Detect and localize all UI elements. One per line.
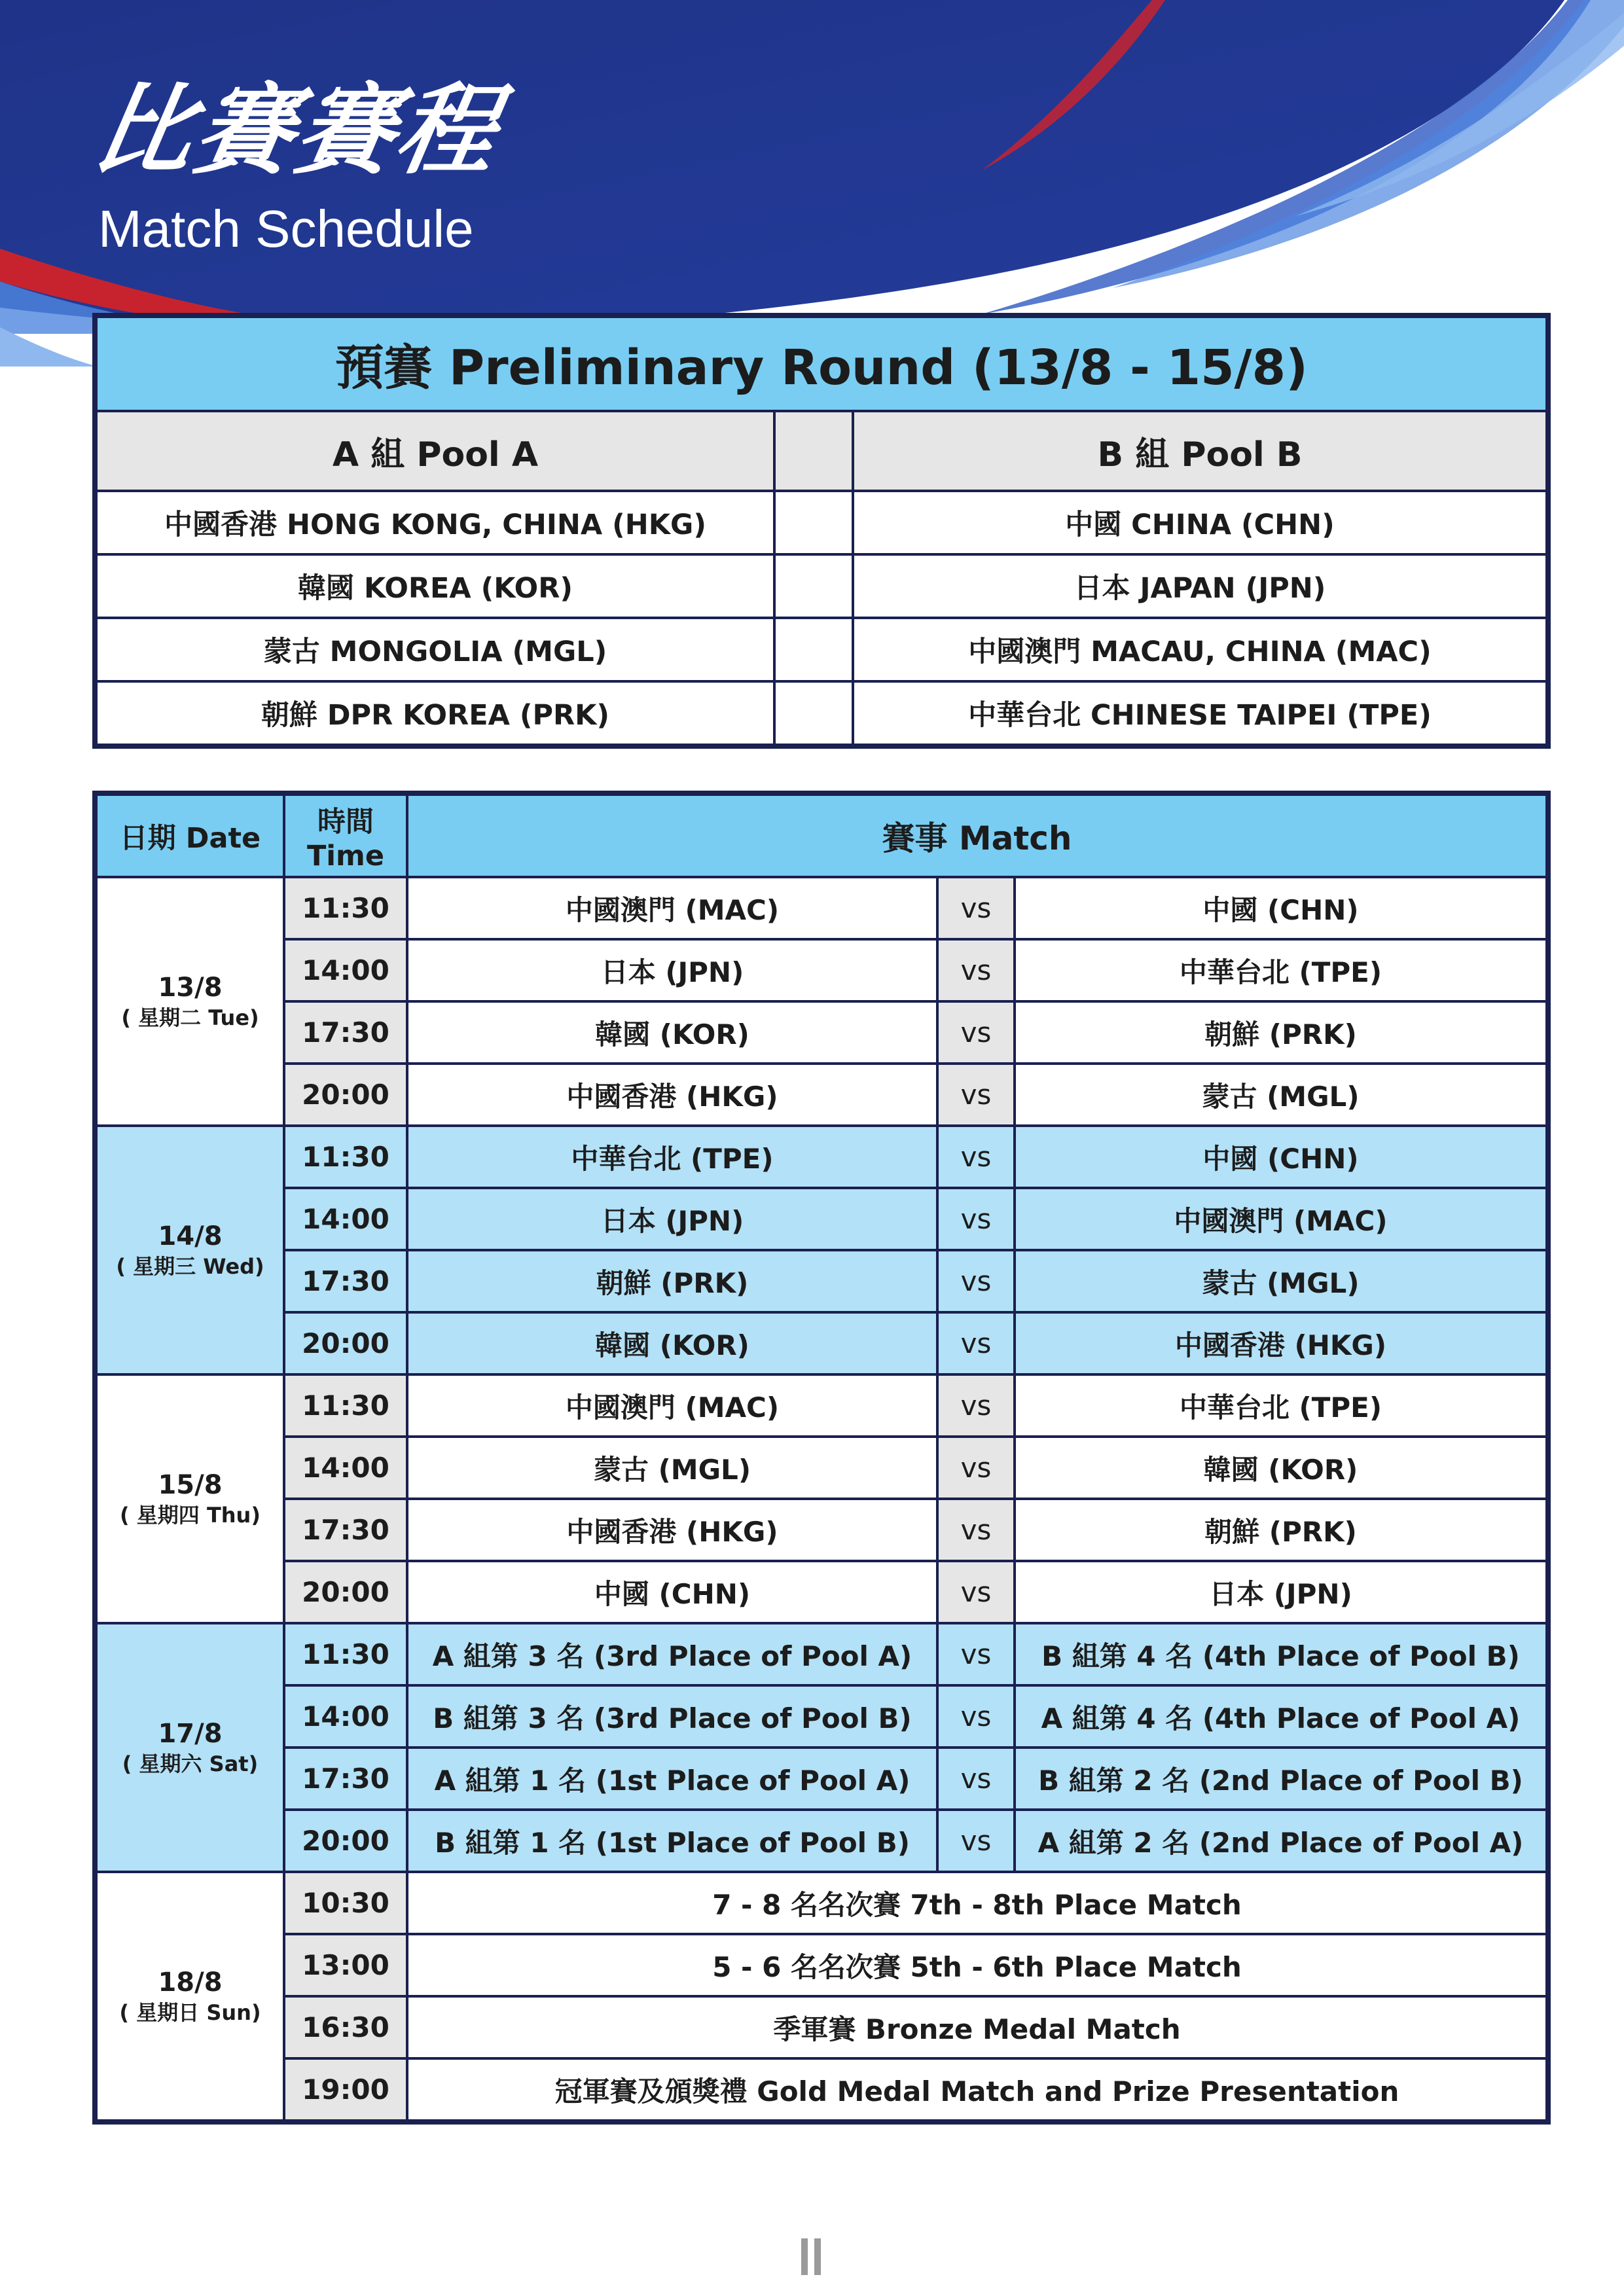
pool-divider	[774, 554, 853, 618]
pool-a-team: 蒙古 MONGOLIA (MGL)	[96, 618, 774, 681]
match-row	[96, 939, 1547, 1001]
pool-divider	[774, 681, 853, 745]
home-team-cell: 日本 (JPN)	[407, 1188, 937, 1250]
match-row	[96, 1499, 1547, 1561]
time-cell: 20:00	[284, 1312, 407, 1374]
vs-cell: vs	[937, 1374, 1015, 1437]
away-team-cell: A 組第 4 名 (4th Place of Pool A)	[1015, 1685, 1547, 1748]
away-team-cell: 中國 (CHN)	[1015, 877, 1547, 939]
vs-cell: vs	[937, 877, 1015, 939]
vs-cell: vs	[937, 1810, 1015, 1872]
date-label: 15/8	[158, 1470, 223, 1501]
home-team-cell: B 組第 3 名 (3rd Place of Pool B)	[407, 1685, 937, 1748]
time-cell: 13:00	[284, 1934, 407, 1996]
home-team-cell: 中國澳門 (MAC)	[407, 1374, 937, 1437]
page-title-english: Match Schedule	[98, 200, 474, 258]
date-label: 13/8	[158, 973, 223, 1003]
pool-a-team: 中國香港 HONG KONG, CHINA (HKG)	[96, 491, 774, 554]
vs-cell: vs	[937, 1623, 1015, 1685]
pool-b-team: 中國 CHINA (CHN)	[853, 491, 1547, 554]
home-team-cell: 韓國 (KOR)	[407, 1001, 937, 1064]
time-cell: 11:30	[284, 1126, 407, 1188]
time-cell: 20:00	[284, 1810, 407, 1872]
away-team-cell: 蒙古 (MGL)	[1015, 1250, 1547, 1312]
match-row	[96, 2058, 1547, 2121]
vs-cell: vs	[937, 1561, 1015, 1623]
match-row	[96, 1064, 1547, 1126]
date-label: 14/8	[158, 1221, 223, 1252]
match-row	[96, 1001, 1547, 1064]
vs-cell: vs	[937, 1001, 1015, 1064]
vs-cell: vs	[937, 1499, 1015, 1561]
time-column-header	[284, 795, 407, 877]
home-team-cell: 韓國 (KOR)	[407, 1312, 937, 1374]
match-row	[96, 1996, 1547, 2058]
home-team-cell: 中國香港 (HKG)	[407, 1064, 937, 1126]
vs-cell: vs	[937, 1064, 1015, 1126]
home-team-cell: A 組第 1 名 (1st Place of Pool A)	[407, 1748, 937, 1810]
time-cell: 14:00	[284, 1437, 407, 1499]
away-team-cell: 中華台北 (TPE)	[1015, 939, 1547, 1001]
vs-cell: vs	[937, 1685, 1015, 1748]
pool-divider	[774, 618, 853, 681]
home-team-cell: 日本 (JPN)	[407, 939, 937, 1001]
home-team-cell: 中華台北 (TPE)	[407, 1126, 937, 1188]
time-cell: 11:30	[284, 1374, 407, 1437]
weekday-label: ( 星期二 Tue)	[121, 1005, 259, 1031]
date-column-header: 日期 Date	[96, 795, 284, 877]
time-cell: 20:00	[284, 1561, 407, 1623]
time-cell: 17:30	[284, 1001, 407, 1064]
vs-cell: vs	[937, 1748, 1015, 1810]
time-cell: 14:00	[284, 1685, 407, 1748]
date-cell	[96, 1374, 284, 1623]
event-cell: 季軍賽 Bronze Medal Match	[407, 1996, 1547, 2058]
date-cell	[96, 1623, 284, 1872]
away-team-cell: 中華台北 (TPE)	[1015, 1374, 1547, 1437]
pool-divider	[774, 411, 853, 491]
match-row	[96, 1810, 1547, 1872]
match-row	[96, 1126, 1547, 1188]
away-team-cell: 中國香港 (HKG)	[1015, 1312, 1547, 1374]
date-cell	[96, 1126, 284, 1374]
vs-cell: vs	[937, 1250, 1015, 1312]
match-row	[96, 1934, 1547, 1996]
weekday-label: ( 星期四 Thu)	[120, 1503, 261, 1528]
time-cell: 17:30	[284, 1250, 407, 1312]
home-team-cell: 中國香港 (HKG)	[407, 1499, 937, 1561]
away-team-cell: 中國 (CHN)	[1015, 1126, 1547, 1188]
time-cell: 19:00	[284, 2058, 407, 2121]
match-schedule-table	[95, 793, 1548, 2122]
match-row	[96, 1623, 1547, 1685]
home-team-cell: B 組第 1 名 (1st Place of Pool B)	[407, 1810, 937, 1872]
event-cell: 7 - 8 名名次賽 7th - 8th Place Match	[407, 1872, 1547, 1934]
date-cell	[96, 877, 284, 1126]
vs-cell: vs	[937, 1312, 1015, 1374]
match-row	[96, 1437, 1547, 1499]
page-title-chinese: 比賽賽程	[84, 74, 509, 188]
pool-divider	[774, 491, 853, 554]
match-row	[96, 1561, 1547, 1623]
schedule-body	[96, 877, 1547, 2121]
match-row	[96, 877, 1547, 939]
match-row	[96, 1685, 1547, 1748]
pool-a-header: A 組 Pool A	[96, 411, 774, 491]
date-cell	[96, 1872, 284, 2121]
match-row	[96, 1374, 1547, 1437]
match-row	[96, 1188, 1547, 1250]
pool-a-team: 韓國 KOREA (KOR)	[96, 554, 774, 618]
pool-b-team: 日本 JAPAN (JPN)	[853, 554, 1547, 618]
weekday-label: ( 星期三 Wed)	[116, 1254, 264, 1280]
away-team-cell: 朝鮮 (PRK)	[1015, 1001, 1547, 1064]
away-team-cell: 朝鮮 (PRK)	[1015, 1499, 1547, 1561]
away-team-cell: 日本 (JPN)	[1015, 1561, 1547, 1623]
home-team-cell: 朝鮮 (PRK)	[407, 1250, 937, 1312]
page-marker-icon	[799, 2238, 825, 2275]
away-team-cell: 蒙古 (MGL)	[1015, 1064, 1547, 1126]
match-row	[96, 1250, 1547, 1312]
vs-cell: vs	[937, 1126, 1015, 1188]
date-label: 18/8	[158, 1967, 223, 1998]
match-row	[96, 1748, 1547, 1810]
time-cell: 20:00	[284, 1064, 407, 1126]
pool-b-team: 中華台北 CHINESE TAIPEI (TPE)	[853, 681, 1547, 745]
away-team-cell: A 組第 2 名 (2nd Place of Pool A)	[1015, 1810, 1547, 1872]
pool-a-team: 朝鮮 DPR KOREA (PRK)	[96, 681, 774, 745]
preliminary-round-table	[95, 315, 1548, 746]
time-cell: 11:30	[284, 877, 407, 939]
vs-cell: vs	[937, 1188, 1015, 1250]
weekday-label: ( 星期六 Sat)	[122, 1751, 259, 1777]
time-cell: 10:30	[284, 1872, 407, 1934]
time-cell: 14:00	[284, 1188, 407, 1250]
date-label: 17/8	[158, 1719, 223, 1749]
weekday-label: ( 星期日 Sun)	[119, 2000, 261, 2026]
time-cell: 17:30	[284, 1499, 407, 1561]
time-cell: 11:30	[284, 1623, 407, 1685]
away-team-cell: B 組第 2 名 (2nd Place of Pool B)	[1015, 1748, 1547, 1810]
away-team-cell: B 組第 4 名 (4th Place of Pool B)	[1015, 1623, 1547, 1685]
away-team-cell: 韓國 (KOR)	[1015, 1437, 1547, 1499]
home-team-cell: A 組第 3 名 (3rd Place of Pool A)	[407, 1623, 937, 1685]
match-row	[96, 1872, 1547, 1934]
time-cell: 14:00	[284, 939, 407, 1001]
match-column-header: 賽事 Match	[407, 795, 1547, 877]
vs-cell: vs	[937, 1437, 1015, 1499]
pool-b-header: B 組 Pool B	[853, 411, 1547, 491]
preliminary-round-title: 預賽 Preliminary Round (13/8 - 15/8)	[96, 317, 1547, 411]
home-team-cell: 中國澳門 (MAC)	[407, 877, 937, 939]
event-cell: 5 - 6 名名次賽 5th - 6th Place Match	[407, 1934, 1547, 1996]
time-header-en: Time	[306, 839, 385, 872]
home-team-cell: 中國 (CHN)	[407, 1561, 937, 1623]
pool-b-team: 中國澳門 MACAU, CHINA (MAC)	[853, 618, 1547, 681]
match-row	[96, 1312, 1547, 1374]
home-team-cell: 蒙古 (MGL)	[407, 1437, 937, 1499]
time-cell: 17:30	[284, 1748, 407, 1810]
vs-cell: vs	[937, 939, 1015, 1001]
event-cell: 冠軍賽及頒獎禮 Gold Medal Match and Prize Presentation	[407, 2058, 1547, 2121]
away-team-cell: 中國澳門 (MAC)	[1015, 1188, 1547, 1250]
time-header-zh: 時間	[317, 805, 374, 838]
time-cell: 16:30	[284, 1996, 407, 2058]
